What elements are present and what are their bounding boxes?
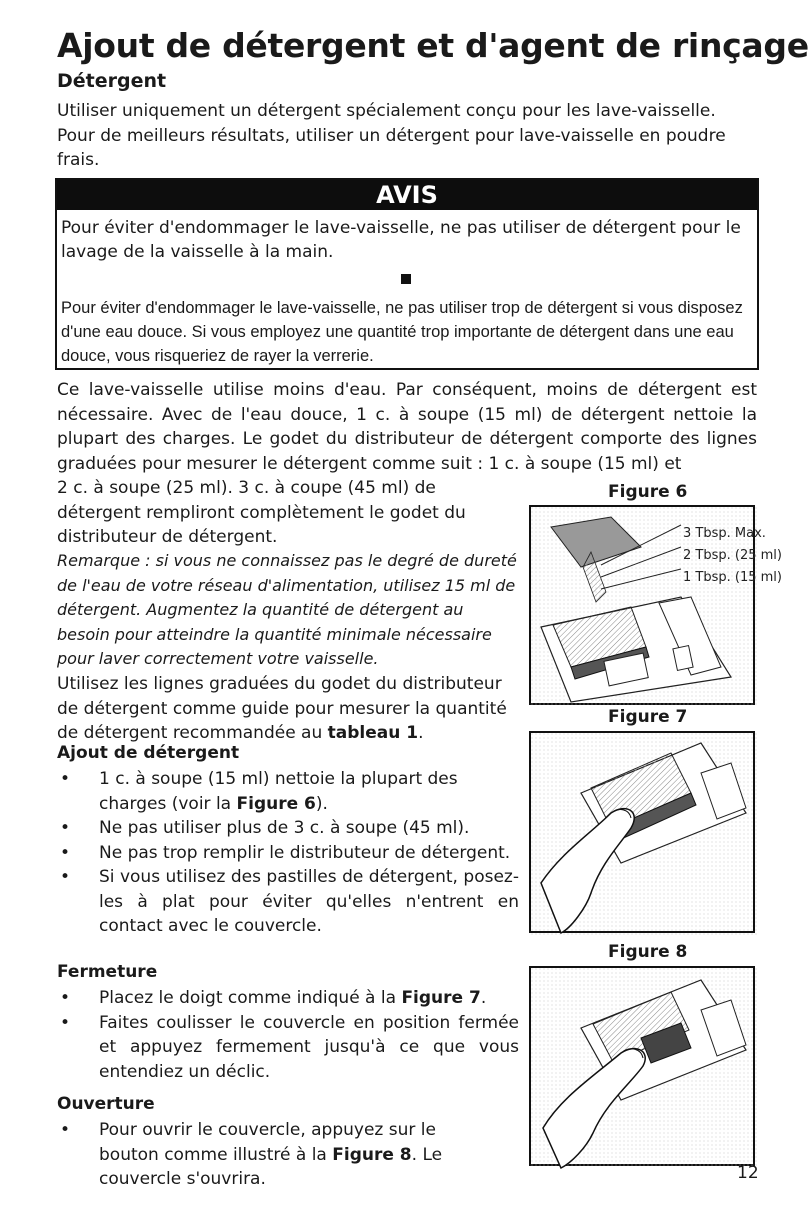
list-item: • Ne pas utiliser plus de 3 c. à soupe (45 ml). <box>60 818 470 838</box>
list-item: • Faites coulisser le couvercle en position fermée et appuyez fermement jusqu'à ce que vous entendiez un déclic. <box>60 1012 519 1082</box>
list-item: • 1 c. à soupe (15 ml) nettoie la plupart des charges (voir la Figure 6). <box>60 769 458 814</box>
fill-line-label: 1 Tbsp. (15 ml) <box>683 570 782 585</box>
body-paragraph-graduated-lines <box>57 672 517 746</box>
list-item: • Ne pas trop remplir le distributeur de détergent. <box>60 842 511 863</box>
dispenser-open-drawing <box>531 968 757 1168</box>
list-item: • Pour ouvrir le couvercle, appuyez sur le bouton comme illustré à la Figure 8. Le couvercle s'ouvrira. <box>60 1120 443 1189</box>
figure-6-ref: Figure 6 <box>236 793 316 814</box>
bottom-rule <box>0 1222 793 1223</box>
figure-8-ref: Figure 8 <box>332 1144 412 1165</box>
water-hardness-remark: Remarque : si vous ne connaissez pas le degré de dureté de l'eau de votre réseau d'alimentation, utilisez 15 ml de détergent. Augmentez la quantité de détergent au besoin pour atteindre la quantité minimale nécessaire pour laver correctement votre vaisselle. <box>57 551 517 668</box>
fill-line-label: 3 Tbsp. Max. <box>683 526 766 541</box>
section-heading-opening: Ouverture <box>57 1094 155 1114</box>
notice-box <box>55 178 759 370</box>
notice-label: AVIS <box>57 180 757 210</box>
body-paragraph-quantity-cont: 2 c. à soupe (25 ml). 3 c. à coupe (45 ml) de détergent rempliront complètement le godet du distributeur de détergent. <box>57 478 466 547</box>
body-paragraph-quantity: Ce lave-vaisselle utilise moins d'eau. Par conséquent, moins de détergent est nécessaire. Avec de l'eau douce, 1 c. à soupe (15 ml) de détergent nettoie la plupart des charges. Le godet du distributeur de détergent comporte des lignes graduées pour mesurer le détergent comme suit : 1 c. à soupe (15 ml) et <box>57 380 757 474</box>
page-title: Ajout de détergent et d'agent de rinçage <box>57 26 809 65</box>
notice-text-hand-detergent: Pour éviter d'endommager le lave-vaisselle, ne pas utiliser de détergent pour le lavage de la vaisselle à la main. <box>61 218 741 262</box>
adding-detergent-list <box>57 767 519 939</box>
figure-7-caption: Figure 7 <box>608 707 688 727</box>
graduated-lines-end: . <box>418 723 424 743</box>
dispenser-close-drawing <box>531 733 757 935</box>
list-item: • Placez le doigt comme indiqué à la Figure 7. <box>60 988 487 1008</box>
detergent-intro: Utiliser uniquement un détergent spécialement conçu pour les lave-vaisselle. Pour de meilleurs résultats, utiliser un détergent pour lave-vaisselle en poudre frais. <box>57 101 726 170</box>
figure-8-illustration <box>529 966 755 1166</box>
page-number: 12 <box>737 1163 759 1183</box>
section-heading-closing: Fermeture <box>57 962 158 982</box>
table-1-ref: tableau 1 <box>327 723 419 743</box>
fill-line-label: 2 Tbsp. (25 ml) <box>683 548 782 563</box>
dispenser-fill-drawing <box>531 507 782 707</box>
list-item: • Si vous utilisez des pastilles de détergent, posez-les à plat pour éviter qu'elles n'entrent en contact avec le couvercle. <box>60 867 519 936</box>
figure-7-illustration <box>529 731 755 933</box>
opening-list <box>57 1118 477 1192</box>
graduated-lines-text: Utilisez les lignes graduées du godet du distributeur de détergent comme guide pour mesurer la quantité de détergent recommandée au <box>57 674 507 743</box>
closing-list <box>57 986 519 1084</box>
figure-7-ref: Figure 7 <box>401 988 481 1008</box>
notice-separator-square <box>401 274 411 284</box>
section-heading-adding-detergent: Ajout de détergent <box>57 743 240 763</box>
figure-6-caption: Figure 6 <box>608 482 688 502</box>
notice-text-soft-water: Pour éviter d'endommager le lave-vaisselle, ne pas utiliser trop de détergent si vous disposez d'une eau douce. Si vous employez une quantité trop importante de détergent dans une eau douce, vous risqueriez de rayer la verrerie. <box>61 299 743 365</box>
figure-6-illustration <box>529 505 782 705</box>
section-heading-detergent: Détergent <box>57 70 167 92</box>
figure-8-caption: Figure 8 <box>608 942 688 962</box>
